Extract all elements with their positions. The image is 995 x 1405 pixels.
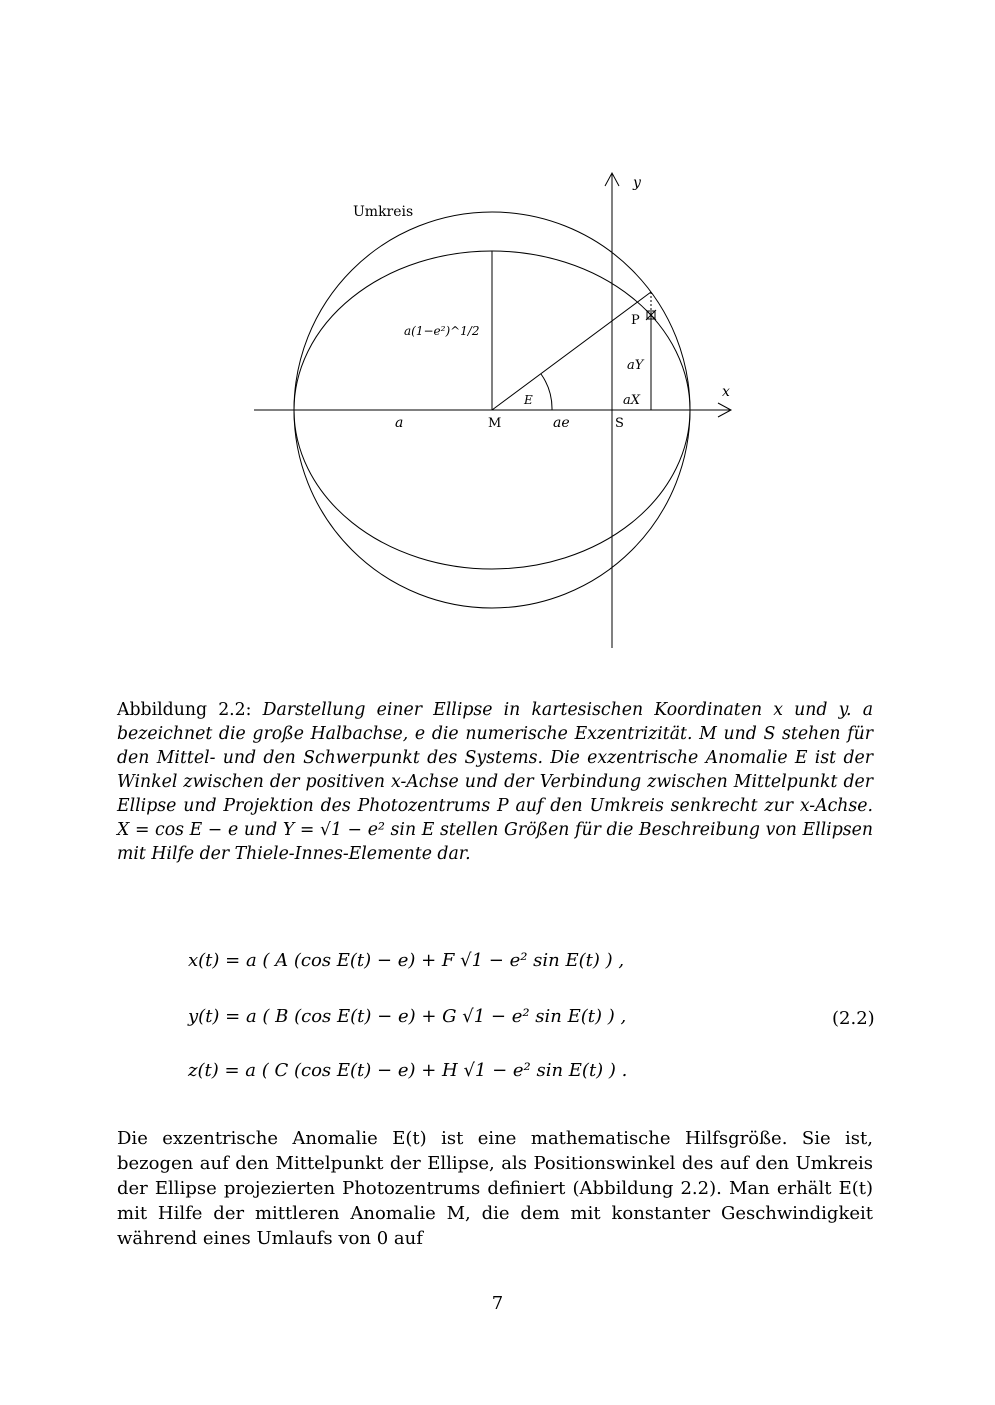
a-label: a xyxy=(395,415,404,431)
E-angle-label: E xyxy=(524,393,533,407)
ae-label: ae xyxy=(553,415,570,431)
equation-number: (2.2) xyxy=(832,1008,875,1029)
x-axis-label: x xyxy=(722,384,730,400)
caption-text: Darstellung einer Ellipse in kartesischen Koordinaten x und y. a bezeichnet die große Halbachse, e die numerische Exzentrizität. M und S stehen für den Mittel- und den Schwerpunkt des Systems. Die exzentrische Anomalie E ist der Winkel zwischen der positiven x-Achse und der Verbindung zwischen Mittelpunkt der Ellipse und Projektion des Photozentrums P auf den Umkreis senkrecht zur x-Achse. X = cos E − e und Y = √1 − e² sin E stellen Größen für die Beschreibung von Ellipsen mit Hilfe der Thiele-Innes-Elemente dar. xyxy=(117,700,873,864)
M-label: M xyxy=(488,416,502,431)
page-number: 7 xyxy=(491,1293,504,1314)
equation-y: y(t) = a ( B (cos E(t) − e) + G √1 − e² sin E(t) ) , xyxy=(188,1006,627,1027)
body-paragraph: Die exzentrische Anomalie E(t) ist eine mathematische Hilfsgröße. Sie ist, bezogen auf den Mittelpunkt der Ellipse, als Positionswinkel des auf den Umkreis der Ellipse projezierten Photozentrums definiert (Abbildung 2.2). Man erhält E(t) mit Hilfe der mittleren Anomalie M, die dem mit konstanter Geschwindigkeit während eines Umlaufs von 0 auf xyxy=(117,1128,873,1249)
equation-z: z(t) = a ( C (cos E(t) − e) + H √1 − e² sin E(t) ) . xyxy=(188,1060,628,1081)
y-axis-label: y xyxy=(633,175,641,191)
ellipse-figure xyxy=(0,0,995,680)
semi-minor-label: a(1−e²)^1/2 xyxy=(404,324,480,338)
angle-arc xyxy=(541,374,552,410)
aY-label: aY xyxy=(627,358,644,373)
aX-label: aX xyxy=(623,393,641,408)
point-P-label: P xyxy=(631,313,640,328)
photocenter-marker xyxy=(646,310,656,320)
umkreis-label: Umkreis xyxy=(353,204,414,220)
S-label: S xyxy=(615,416,624,431)
figure-caption xyxy=(117,698,873,866)
caption-prefix: Abbildung 2.2: xyxy=(117,700,252,720)
equation-x: x(t) = a ( A (cos E(t) − e) + F √1 − e² sin E(t) ) , xyxy=(188,950,625,971)
